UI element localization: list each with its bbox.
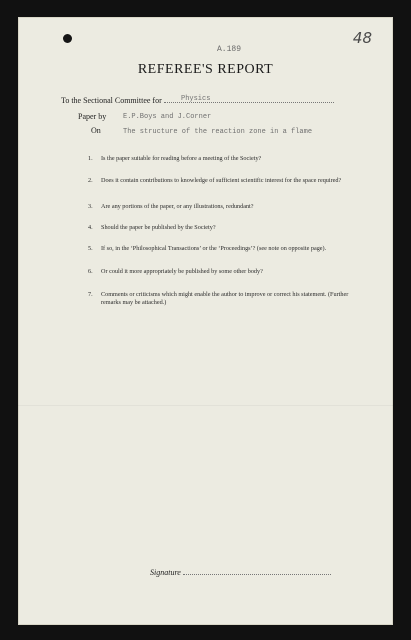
- question-text: If so, in the ‘Philosophical Transactions’ or the ‘Proceedings’? (see note on opposite page).: [101, 245, 327, 252]
- question-text: Comments or criticisms which might enable the author to improve or correct his statement. (Further remarks may be attached.): [101, 291, 349, 306]
- question-text: Is the paper suitable for reading before a meeting of the Society?: [101, 155, 262, 162]
- question-text: Does it contain contributions to knowledge of sufficient scientific interest for the space required?: [101, 177, 342, 184]
- question-text: Or could it more appropriately be published by some other body?: [101, 268, 263, 275]
- reference-code: A.189: [217, 45, 242, 54]
- committee-label: To the Sectional Committee for: [61, 96, 162, 105]
- question-number: 5.: [88, 245, 93, 252]
- paper-by-value: E.P.Boys and J.Corner: [123, 113, 212, 121]
- report-sheet: [18, 17, 393, 625]
- question-number: 4.: [88, 224, 93, 231]
- question-1: [88, 155, 358, 163]
- question-text: Should the paper be published by the Society?: [101, 224, 216, 231]
- paper-fold-crease: [18, 405, 393, 406]
- question-number: 6.: [88, 268, 93, 275]
- signature-label: Signature: [150, 568, 181, 577]
- question-number: 7.: [88, 291, 93, 298]
- page-number: 48: [352, 29, 372, 47]
- question-5: [88, 245, 358, 253]
- question-number: 2.: [88, 177, 93, 184]
- punch-hole: [63, 34, 72, 43]
- question-4: [88, 224, 358, 232]
- on-label: On: [91, 126, 101, 135]
- on-value: The structure of the reaction zone in a flame: [123, 128, 313, 136]
- committee-value: Physics: [181, 95, 211, 103]
- page-title: REFEREE'S REPORT: [137, 62, 274, 77]
- question-text: Are any portions of the paper, or any illustrations, redundant?: [101, 203, 254, 210]
- question-number: 1.: [88, 155, 93, 162]
- signature-dotted-line: [183, 574, 331, 575]
- question-7: [88, 291, 358, 306]
- question-number: 3.: [88, 203, 93, 210]
- paper-by-label: Paper by: [78, 112, 107, 121]
- question-3: [88, 203, 358, 211]
- question-6: [88, 268, 358, 276]
- question-2: [88, 177, 358, 185]
